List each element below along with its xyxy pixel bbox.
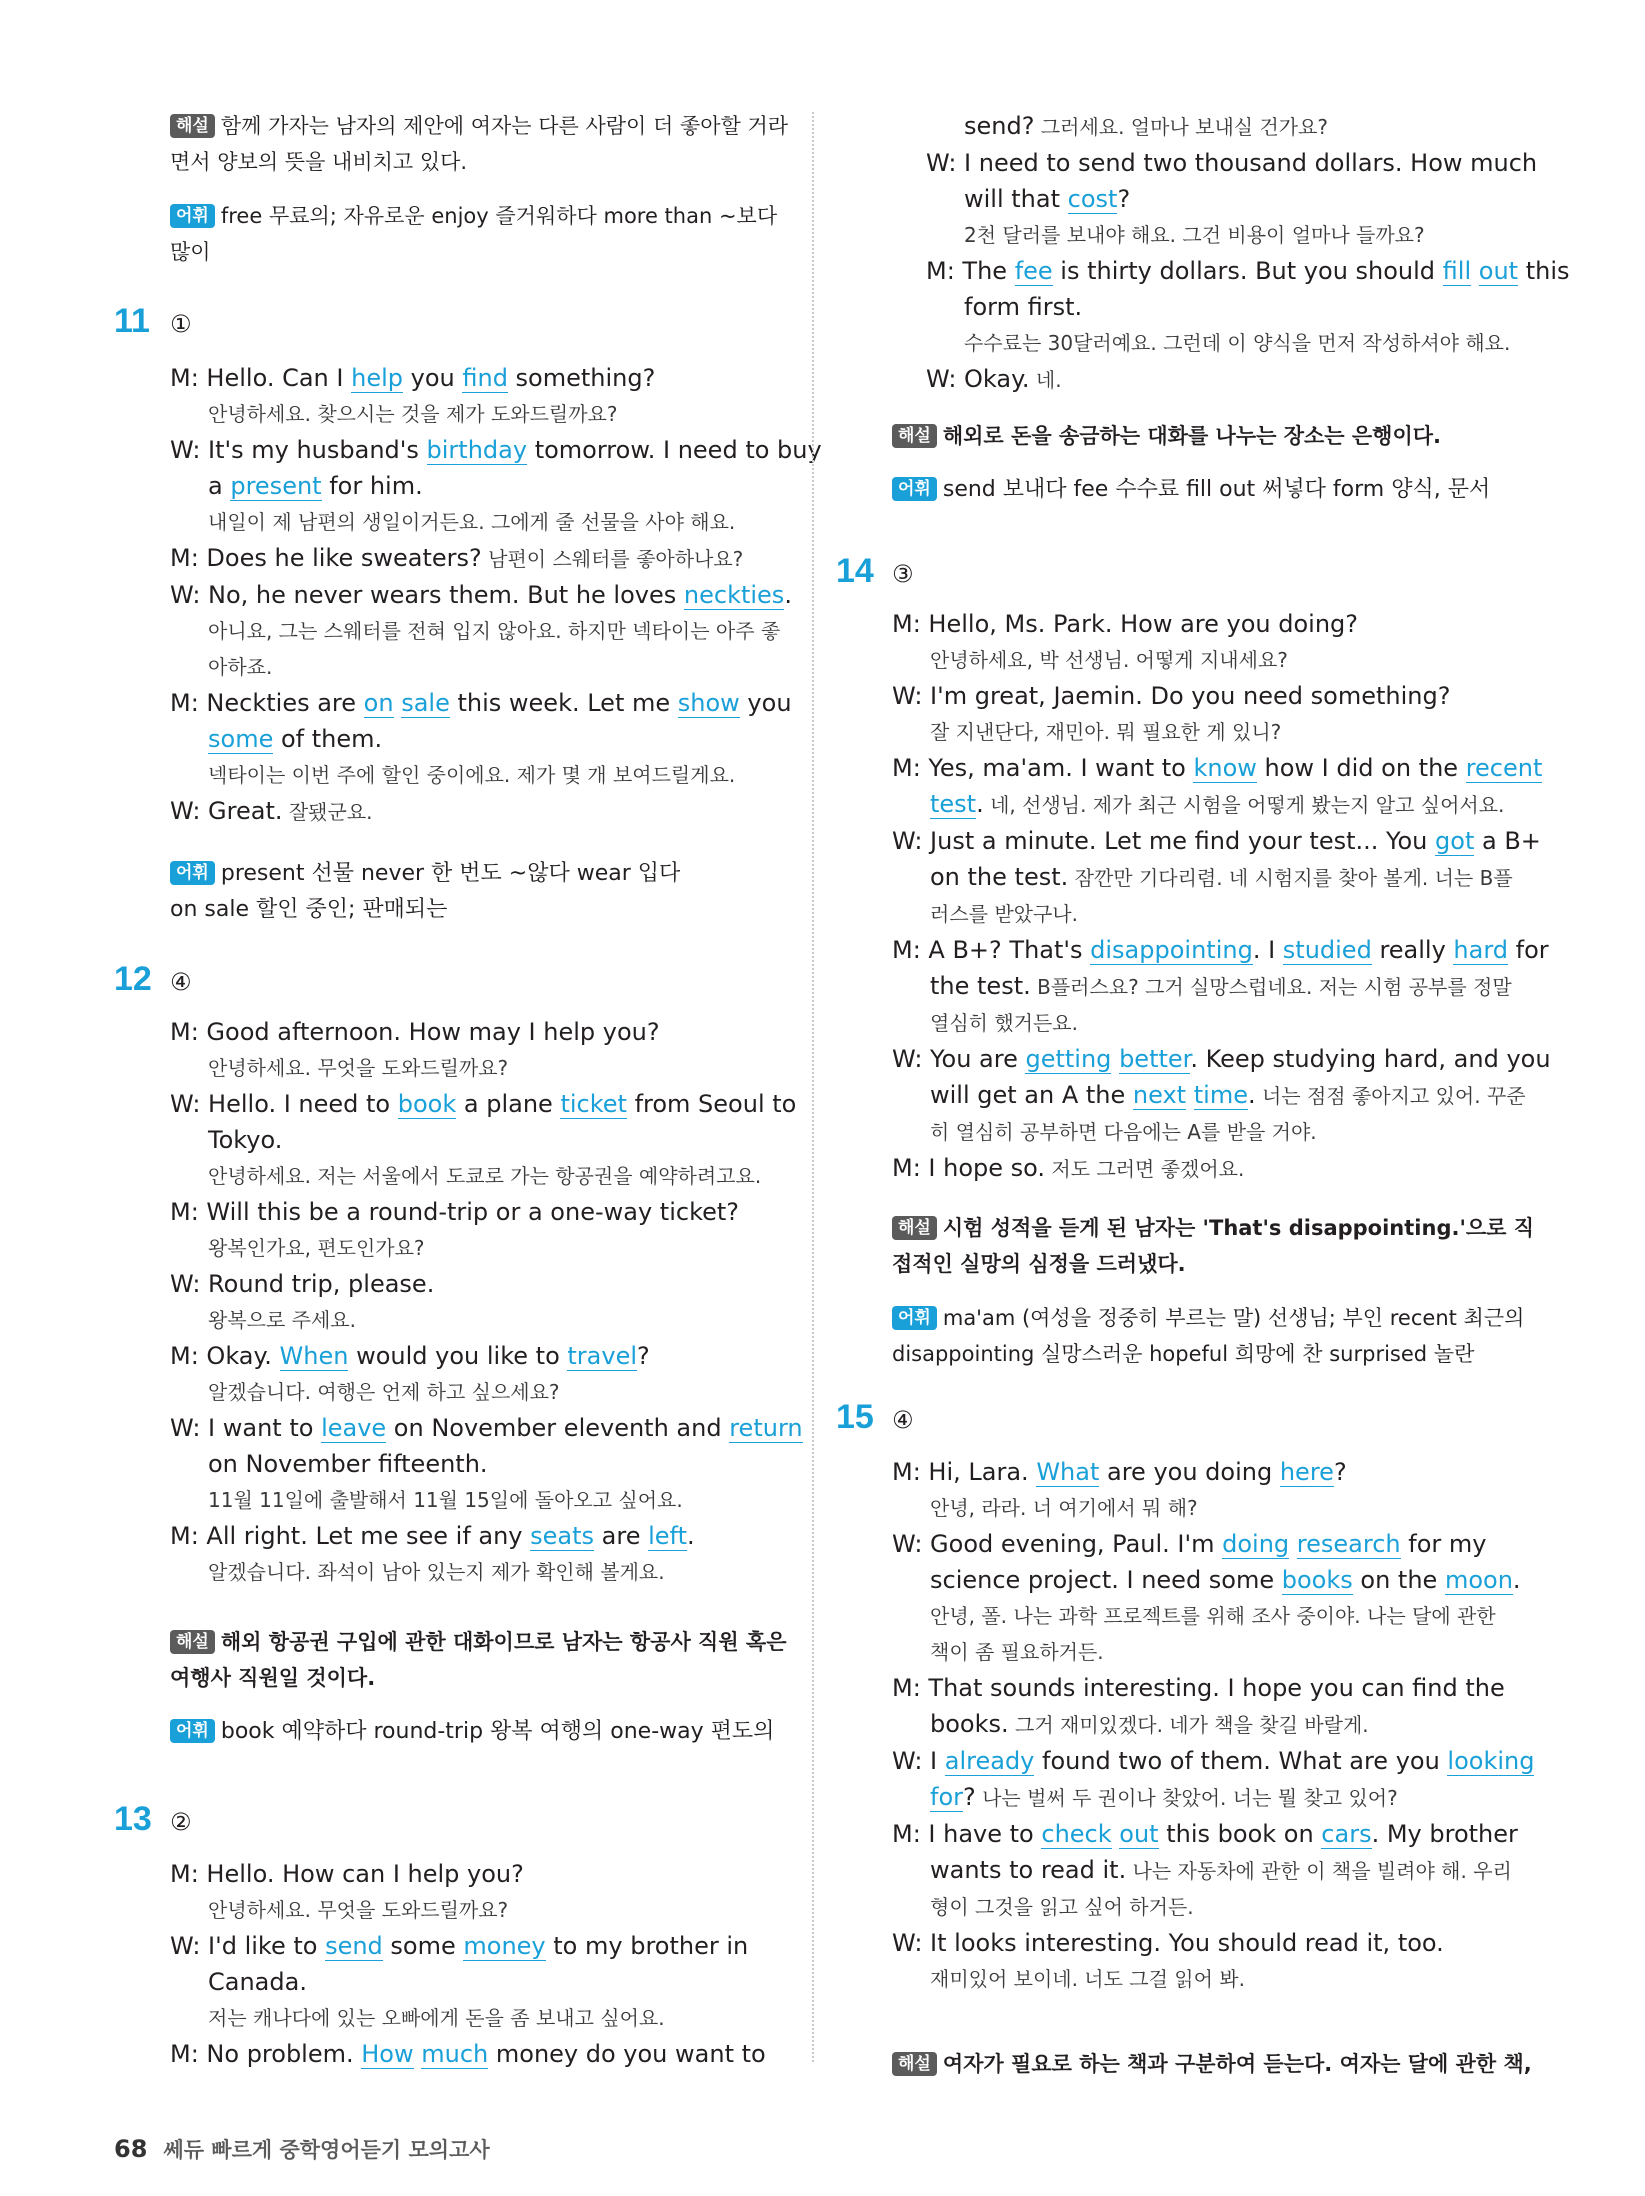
explanation-badge: 해설 <box>892 424 937 448</box>
blank-word: left <box>648 1522 687 1550</box>
vocabulary-text: on sale 할인 중인; 판매되는 <box>170 897 448 922</box>
blank-word: fill <box>1442 257 1472 285</box>
blank-word: hard <box>1453 936 1509 964</box>
blank-word: leave <box>321 1414 387 1442</box>
dialogue-line: M: The fee is thirty dollars. But you should fill out this <box>926 257 1570 285</box>
explanation-q13 <box>892 418 1441 454</box>
translation: 저도 그러면 좋겠어요. <box>1045 1157 1245 1181</box>
dialogue-line: Tokyo. <box>208 1126 283 1154</box>
explanation-badge: 해설 <box>170 1630 215 1654</box>
vocabulary-text: ma'am (여성을 정중히 부르는 말) 선생님; 부인 recent 최근의 <box>942 1306 1525 1330</box>
page-number: 68 <box>114 2135 148 2163</box>
explanation-badge: 해설 <box>170 114 215 138</box>
translation: 네, 선생님. 제가 최근 시험을 어떻게 봤는지 알고 싶어서요. <box>983 793 1505 817</box>
blank-word: got <box>1435 827 1475 855</box>
dialogue-line: on November fifteenth. <box>208 1450 488 1478</box>
blank-word: better <box>1119 1045 1191 1073</box>
translation: 수수료는 30달러예요. 그런데 이 양식을 먼저 작성하셔야 해요. <box>964 331 1511 355</box>
blank-word: seats <box>530 1522 595 1550</box>
answer-choice: ① <box>170 310 192 338</box>
blank-word: test <box>930 790 977 818</box>
translation: 나는 자동차에 관한 이 책을 빌려야 해. 우리 <box>1126 1859 1512 1883</box>
vocabulary-top <box>170 198 777 270</box>
blank-word: fee <box>1014 257 1053 285</box>
explanation-q14 <box>892 1210 1534 1282</box>
translation: 열심히 했거든요. <box>930 1011 1078 1035</box>
dialogue-line: form first. <box>964 293 1083 321</box>
translation: 나는 벌써 두 권이나 찾았어. 너는 뭘 찾고 있어? <box>975 1786 1398 1810</box>
dialogue-line: M: Hello. How can I help you? <box>170 1860 524 1888</box>
translation: 11월 11일에 출발해서 11월 15일에 돌아오고 싶어요. <box>208 1488 683 1512</box>
dialogue-q14: M: Hello, Ms. Park. How are you doing? 안녕하세요, 박 선생님. 어떻게 지내세요? W: I'm great, Jaemin. Do you need something? 잘 지낸단다, 재민아. 뭐 필요한 게 있니? M: Yes, ma'am. I want to know how I did on the recent test. 네, 선생님. 제가 최근 시험을 어떻게 봤는지 알고 싶어서요. W: Just a minute. Let me find your test... You got a B+ on the test. 잠깐만 기다리렴. 네 시험지를 찾아 볼게. 너는 B플 러스를 받았구나. M: A B+? That's disappointing. I studied really hard for the test. B플러스요? 그거 실망스럽네요. 저는 시험 공부를 정말 열심히 했거든요. W: You are getting better. Keep studying hard, and you will get an A the next time. 너는 점점 좋아지고 있어. 꾸준 히 열심히 공부하면 다음에는 A를 받을 거야. M: I hope so. 저도 그러면 좋겠어요. <box>892 606 1551 1187</box>
translation: 안녕하세요. 무엇을 도와드릴까요? <box>208 1898 509 1922</box>
dialogue-q13 <box>170 1856 766 2072</box>
dialogue-line: W: I want to leave on November eleventh and return <box>170 1414 803 1442</box>
translation: 히 열심히 공부하면 다음에는 A를 받을 거야. <box>930 1120 1317 1144</box>
translation: 2천 달러를 보내야 해요. 그건 비용이 얼마나 들까요? <box>964 223 1425 247</box>
blank-word: disappointing <box>1090 936 1253 964</box>
dialogue-line: M: Hello, Ms. Park. How are you doing? <box>892 610 1359 638</box>
answer-choice: ④ <box>892 1406 914 1434</box>
translation: 아하죠. <box>208 655 273 679</box>
blank-word: book <box>397 1090 457 1118</box>
vocabulary-q13 <box>892 472 1490 508</box>
vocabulary-text: send 보내다 fee 수수료 fill out 써넣다 form 양식, 문서 <box>942 477 1491 502</box>
blank-word: books <box>1281 1566 1353 1594</box>
vocabulary-badge: 어휘 <box>892 1306 937 1330</box>
dialogue-line: W: Good evening, Paul. I'm doing research for my <box>892 1530 1487 1558</box>
explanation-badge: 해설 <box>892 2052 937 2076</box>
dialogue-line: M: Good afternoon. How may I help you? <box>170 1018 660 1046</box>
translation: 너는 점점 좋아지고 있어. 꾸준 <box>1255 1084 1526 1108</box>
vocabulary-q14 <box>892 1300 1524 1372</box>
answer-choice: ④ <box>170 968 192 996</box>
translation: 네. <box>1029 368 1062 392</box>
dialogue-line: W: You are getting better. Keep studying hard, and you <box>892 1045 1551 1073</box>
blank-word: some <box>208 725 274 753</box>
vocabulary-badge: 어휘 <box>170 861 215 885</box>
blank-word: know <box>1193 754 1257 782</box>
dialogue-line: W: I need to send two thousand dollars. How much <box>926 149 1538 177</box>
book-title: 쎄듀 빠르게 중학영어듣기 모의고사 <box>163 2138 490 2162</box>
dialogue-line: W: I'd like to send some money to my brother in <box>170 1932 749 1960</box>
dialogue-line: M: I have to check out this book on cars. My brother <box>892 1820 1518 1848</box>
answer-choice: ② <box>170 1808 192 1836</box>
question-number: 15 <box>836 1398 874 1436</box>
translation: 안녕, 폴. 나는 과학 프로젝트를 위해 조사 중이야. 나는 달에 관한 <box>930 1604 1496 1628</box>
explanation-text: 여자가 필요로 하는 책과 구분하여 듣는다. 여자는 달에 관한 책, <box>942 2052 1532 2076</box>
explanation-text: 면서 양보의 뜻을 내비치고 있다. <box>170 150 468 174</box>
dialogue-line: M: No problem. How much money do you want to <box>170 2040 766 2068</box>
blank-word: time <box>1193 1081 1248 1109</box>
dialogue-line: a present for him. <box>208 472 423 500</box>
explanation-top <box>170 108 788 180</box>
translation: 잠깐만 기다리렴. 네 시험지를 찾아 볼게. 너는 B플 <box>1068 866 1513 890</box>
blank-word: present <box>230 472 322 500</box>
dialogue-line: some of them. <box>208 725 383 753</box>
question-number: 12 <box>114 960 152 998</box>
blank-word: money <box>463 1932 546 1960</box>
blank-word: neckties <box>683 581 785 609</box>
blank-word: birthday <box>426 436 528 464</box>
translation: 잘 지낸단다, 재민아. 뭐 필요한 게 있니? <box>930 720 1282 744</box>
translation: 알겠습니다. 좌석이 남아 있는지 제가 확인해 볼게요. <box>208 1560 665 1584</box>
blank-word: out <box>1119 1820 1159 1848</box>
blank-word: travel <box>567 1342 637 1370</box>
dialogue-line: M: Hello. Can I help you find something? <box>170 364 656 392</box>
question-number: 11 <box>114 302 150 340</box>
vocabulary-badge: 어휘 <box>892 477 937 501</box>
blank-word: looking <box>1447 1747 1535 1775</box>
blank-word: check <box>1041 1820 1112 1848</box>
explanation-text: 해외 항공권 구입에 관한 대화이므로 남자는 항공사 직원 혹은 <box>220 1630 787 1654</box>
dialogue-line: M: That sounds interesting. I hope you can find the <box>892 1674 1505 1702</box>
translation: 안녕하세요. 찾으시는 것을 제가 도와드릴까요? <box>208 402 618 426</box>
translation: 책이 좀 필요하거든. <box>930 1640 1104 1664</box>
translation: 왕복인가요, 편도인가요? <box>208 1236 425 1260</box>
blank-word: research <box>1296 1530 1401 1558</box>
translation: 알겠습니다. 여행은 언제 하고 싶으세요? <box>208 1380 560 1404</box>
explanation-badge: 해설 <box>892 1216 937 1240</box>
blank-word: help <box>351 364 403 392</box>
explanation-text: 해외로 돈을 송금하는 대화를 나누는 장소는 은행이다. <box>942 424 1441 448</box>
dialogue-line: W: It's my husband's birthday tomorrow. I need to buy <box>170 436 822 464</box>
translation: 아니요, 그는 스웨터를 전혀 입지 않아요. 하지만 넥타이는 아주 좋 <box>208 619 781 643</box>
blank-word: doing <box>1222 1530 1290 1558</box>
blank-word: How <box>361 2040 414 2068</box>
explanation-q15 <box>892 2046 1532 2082</box>
vocabulary-text: book 예약하다 round-trip 왕복 여행의 one-way 편도의 <box>220 1719 775 1744</box>
question-number: 13 <box>114 1800 152 1838</box>
dialogue-line: M: I hope so. 저도 그러면 좋겠어요. <box>892 1154 1245 1182</box>
translation: 남편이 스웨터를 좋아하나요? <box>481 547 744 571</box>
dialogue-line: M: All right. Let me see if any seats are left. <box>170 1522 695 1550</box>
explanation-text: 접적인 실망의 심정을 드러냈다. <box>892 1252 1186 1276</box>
translation: 왕복으로 주세요. <box>208 1308 356 1332</box>
vocabulary-badge: 어휘 <box>170 1719 215 1743</box>
dialogue-q15: M: Hi, Lara. What are you doing here? 안녕, 라라. 너 여기에서 뭐 해? W: Good evening, Paul. I'm doing research for my science project. I need some books on the moon. 안녕, 폴. 나는 과학 프로젝트를 위해 조사 중이야. 나는 달에 관한 책이 좀 필요하거든. M: That sounds interesting. I hope you can find the books. 그거 재미있겠다. 네가 책을 찾길 바랄게. W: I already found two of them. What are you looking for? 나는 벌써 두 권이나 찾았어. 너는 뭘 찾고 있어? M: I have to check out this book on cars. My brother wants to read it. 나는 자동차에 관한 이 책을 빌려야 해. 우리 형이 그것을 읽고 싶어 하거든. W: It looks interesting. You should read it, too. 재미있어 보이네. 너도 그걸 읽어 봐. <box>892 1454 1534 1997</box>
translation: 내일이 제 남편의 생일이거든요. 그에게 줄 선물을 사야 해요. <box>208 510 736 534</box>
dialogue-line: M: Yes, ma'am. I want to know how I did on the recent <box>892 754 1543 782</box>
translation: 그러세요. 얼마나 보내실 건가요? <box>1034 115 1329 139</box>
dialogue-q12 <box>170 1014 803 1590</box>
blank-word: find <box>462 364 508 392</box>
answer-choice: ③ <box>892 560 914 588</box>
vocabulary-q12 <box>170 1714 774 1750</box>
dialogue-line: W: Round trip, please. <box>170 1270 435 1298</box>
blank-word: much <box>421 2040 489 2068</box>
blank-word: cars <box>1321 1820 1372 1848</box>
dialogue-q13-continued: send? 그러세요. 얼마나 보내실 건가요? W: I need to send two thousand dollars. How much will that cost? 2천 달러를 보내야 해요. 그건 비용이 얼마나 들까요? M: The fee is thirty dollars. But you should fill out this form first. 수수료는 30달러예요. 그런데 이 양식을 먼저 작성하셔야 해요. W: Okay. 네. <box>926 108 1570 398</box>
dialogue-line: M: A B+? That's disappointing. I studied really hard for <box>892 936 1549 964</box>
blank-word: here <box>1279 1458 1334 1486</box>
explanation-text: 여행사 직원일 것이다. <box>170 1666 376 1690</box>
blank-word: moon <box>1444 1566 1513 1594</box>
dialogue-line: W: Okay. 네. <box>926 365 1062 393</box>
vocabulary-badge: 어휘 <box>170 204 215 228</box>
blank-word: studied <box>1282 936 1372 964</box>
dialogue-line: Canada. <box>208 1968 307 1996</box>
vocabulary-text: free 무료의; 자유로운 enjoy 즐거워하다 more than ~보다 <box>220 204 778 228</box>
vocabulary-text: present 선물 never 한 번도 ~않다 wear 입다 <box>220 861 681 886</box>
dialogue-line: M: Does he like sweaters? 남편이 스웨터를 좋아하나요? <box>170 544 744 572</box>
dialogue-line: W: Hello. I need to book a plane ticket from Seoul to <box>170 1090 797 1118</box>
vocabulary-q11 <box>170 856 680 928</box>
dialogue-line: W: It looks interesting. You should read it, too. <box>892 1929 1444 1957</box>
dialogue-line: M: Will this be a round-trip or a one-way ticket? <box>170 1198 740 1226</box>
translation: 러스를 받았구나. <box>930 902 1078 926</box>
explanation-text: 함께 가자는 남자의 제안에 여자는 다른 사람이 더 좋아할 거라 <box>220 114 789 138</box>
translation: 저는 캐나다에 있는 오빠에게 돈을 좀 보내고 싶어요. <box>208 2006 665 2030</box>
translation: 그거 재미있겠다. 네가 책을 찾길 바랄게. <box>1008 1713 1369 1737</box>
translation: 넥타이는 이번 주에 할인 중이에요. 제가 몇 개 보여드릴게요. <box>208 763 736 787</box>
blank-word: cost <box>1067 185 1118 213</box>
column-divider <box>812 112 814 2062</box>
translation: 형이 그것을 읽고 싶어 하거든. <box>930 1895 1194 1919</box>
blank-word: out <box>1478 257 1519 285</box>
blank-word: send <box>325 1932 383 1960</box>
blank-word: What <box>1036 1458 1100 1486</box>
vocabulary-text: disappointing 실망스러운 hopeful 희망에 찬 surprised 놀란 <box>892 1342 1475 1366</box>
translation: 재미있어 보이네. 너도 그걸 읽어 봐. <box>930 1967 1245 1991</box>
dialogue-line: W: No, he never wears them. But he loves neckties. <box>170 581 792 609</box>
blank-word: getting <box>1025 1045 1112 1073</box>
explanation-q12 <box>170 1624 787 1696</box>
blank-word: recent <box>1465 754 1543 782</box>
dialogue-q11 <box>170 360 822 830</box>
translation: 안녕하세요. 저는 서울에서 도쿄로 가는 항공권을 예약하려고요. <box>208 1164 762 1188</box>
dialogue-line: M: Neckties are on sale this week. Let me show you <box>170 689 792 717</box>
translation: 안녕, 라라. 너 여기에서 뭐 해? <box>930 1496 1198 1520</box>
blank-word: already <box>944 1747 1035 1775</box>
blank-word: sale <box>401 689 450 717</box>
translation: B플러스요? 그거 실망스럽네요. 저는 시험 공부를 정말 <box>1030 975 1512 999</box>
page-footer <box>114 2134 490 2164</box>
vocabulary-text: 많이 <box>170 240 211 264</box>
blank-word: show <box>677 689 740 717</box>
blank-word: on <box>363 689 394 717</box>
explanation-text: 시험 성적을 듣게 된 남자는 'That's disappointing.'으로 직 <box>942 1216 1535 1240</box>
translation: 안녕하세요. 무엇을 도와드릴까요? <box>208 1056 509 1080</box>
blank-word: return <box>729 1414 803 1442</box>
dialogue-line: W: Just a minute. Let me find your test... You got a B+ <box>892 827 1541 855</box>
dialogue-line: W: I already found two of them. What are you looking <box>892 1747 1535 1775</box>
blank-word: next <box>1132 1081 1187 1109</box>
translation: 잘됐군요. <box>282 800 373 824</box>
dialogue-line: W: I'm great, Jaemin. Do you need something? <box>892 682 1451 710</box>
question-number: 14 <box>836 552 874 590</box>
blank-word: ticket <box>560 1090 627 1118</box>
dialogue-line: W: Great. 잘됐군요. <box>170 797 373 825</box>
translation: 안녕하세요, 박 선생님. 어떻게 지내세요? <box>930 648 1288 672</box>
dialogue-line: M: Hi, Lara. What are you doing here? <box>892 1458 1347 1486</box>
blank-word: for <box>930 1783 963 1811</box>
dialogue-line: M: Okay. When would you like to travel? <box>170 1342 650 1370</box>
blank-word: When <box>279 1342 349 1370</box>
